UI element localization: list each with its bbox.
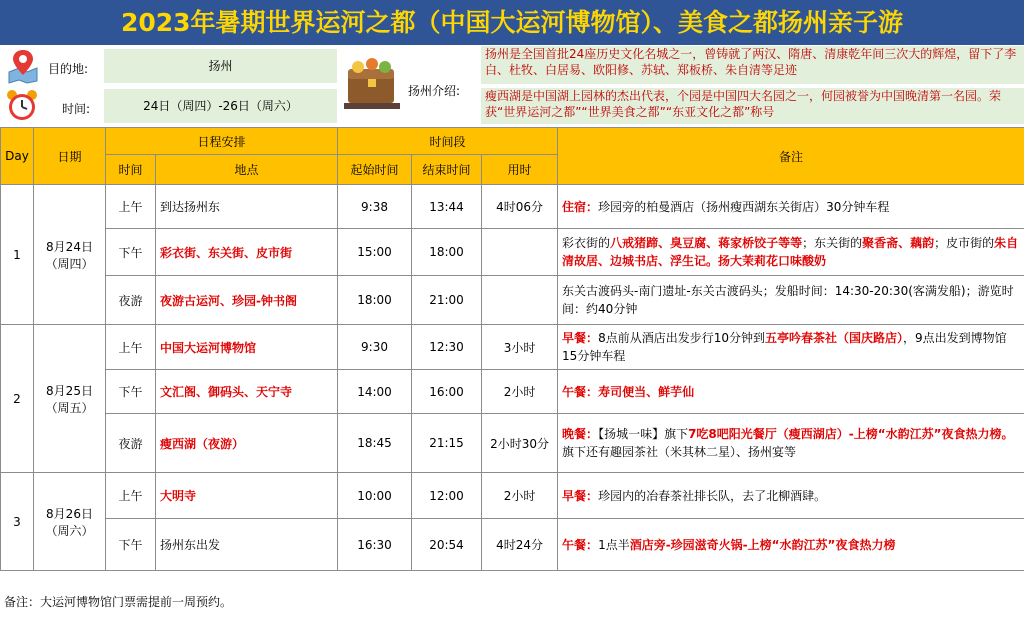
slot-place: 扬州东出发 [156,519,338,571]
table-row [1,370,1024,414]
end-time: 12:00 [412,473,482,519]
remark-segment: 早餐： [562,488,599,503]
remark-segment: 1点半 [598,537,630,552]
end-time: 13:44 [412,185,482,229]
remark-segment: 【扬城一味】旗下 [598,427,689,441]
end-time: 21:00 [412,276,482,325]
remark [558,519,1024,571]
table-row [1,519,1024,571]
remark-segment: 晚餐： [562,427,599,441]
slot-place: 文汇阁、御码头、天宁寺 [156,370,338,414]
slot-place: 到达扬州东 [156,185,338,229]
remark-segment: 珍园内的冶春茶社排长队，去了北柳酒肆。 [598,488,827,503]
end-time: 16:00 [412,370,482,414]
slot-place: 夜游古运河、珍园-钟书阁 [156,276,338,325]
remark [558,473,1024,519]
header-day: Day [1,128,34,185]
slot-place: 彩衣街、东关街、皮市街 [156,229,338,276]
duration: 4时24分 [482,519,558,571]
remark-segment: 午餐： [562,384,599,399]
duration: 2小时 [482,473,558,519]
duration: 3小时 [482,325,558,370]
day-number: 3 [1,473,34,571]
remark-segment: 五亭吟春茶社（国庆路店） [764,331,903,345]
remark-segment: 寿司便当、鲜芋仙 [598,384,695,399]
table-row [1,473,1024,519]
remark-segment: 旗下还有趣园茶社（米其林二星）、扬州宴等 [562,445,797,459]
remark-segment: 朱自清故居、边城书店、浮生记。扬大茉莉花口味酸奶 [562,236,1019,268]
remark [558,229,1024,276]
duration [482,276,558,325]
intro-text-1: 扬州是全国首批24座历史文化名城之一，曾铸就了两汉、隋唐、清康乾年间三次大的辉煌，留下了李白、杜牧、白居易、欧阳修、苏轼、郑板桥、朱自清等足迹 [481,46,1024,84]
slot-time: 夜游 [106,276,156,325]
header-start: 起始时间 [338,155,412,185]
weekday-line: （周四） [45,256,94,271]
remark [558,325,1024,370]
weekday-line: （周六） [45,523,94,538]
remark-segment: 聚香斋、藕韵 [862,236,935,250]
page-title: 2023年暑期世界运河之都（中国大运河博物馆）、美食之都扬州亲子游 [0,0,1024,45]
date-line: 8月25日 [46,383,93,398]
start-time: 16:30 [338,519,412,571]
intro-text-2: 瘦西湖是中国湖上园林的杰出代表，个园是中国四大名园之一，何园被誉为中国晚清第一名园。荣获“世界运河之都”“世界美食之都”“东亚文化之都”称号 [481,88,1024,124]
end-time: 20:54 [412,519,482,571]
start-time: 15:00 [338,229,412,276]
end-time: 12:30 [412,325,482,370]
header-period: 时间段 [338,128,558,155]
day-number: 2 [1,325,34,473]
remark-segment: ；东关街的 [802,236,863,250]
slot-time: 夜游 [106,414,156,473]
slot-place: 中国大运河博物馆 [156,325,338,370]
slot-place: 大明寺 [156,473,338,519]
remark-segment: 7吃8吧阳光餐厅（瘦西湖店）-上榜“水韵江苏”夜食热力榜。 [688,427,1014,441]
slot-time: 上午 [106,325,156,370]
remark-segment: ；皮市街的 [934,236,995,250]
remark-segment: 8点前从酒店出发步行10分钟到 [598,331,765,345]
slot-time: 上午 [106,185,156,229]
remark-segment: 住宿： [562,199,599,214]
remark-segment: 彩衣街的 [562,236,611,250]
date-line: 8月24日 [46,239,93,254]
date-line: 8月26日 [46,506,93,521]
header-schedule: 日程安排 [106,128,338,155]
trip-info [0,45,1024,128]
table-row [1,276,1024,325]
food-treasure-icon [342,55,402,113]
start-time: 9:38 [338,185,412,229]
duration: 4时06分 [482,185,558,229]
header-duration: 用时 [482,155,558,185]
remark-segment: 早餐： [562,331,599,345]
remark-segment: ，9点出发到博物馆15分钟车程 [562,331,1007,363]
duration [482,229,558,276]
slot-time: 下午 [106,519,156,571]
header-date: 日期 [34,128,106,185]
intro-label: 扬州介绍: [408,84,461,98]
header-end: 结束时间 [412,155,482,185]
table-row [1,414,1024,473]
end-time: 21:15 [412,414,482,473]
itinerary-table [0,127,1024,571]
slot-place: 瘦西湖（夜游） [156,414,338,473]
map-pin-icon [5,48,41,84]
remark [558,276,1024,325]
alarm-clock-icon [5,88,39,122]
start-time: 14:00 [338,370,412,414]
remark [558,414,1024,473]
start-time: 9:30 [338,325,412,370]
destination-label: 目的地: [48,62,89,76]
weekday-line: （周五） [45,400,94,415]
remark-segment: 八戒猪蹄、臭豆腐、蒋家桥饺子等等 [610,236,803,250]
header-remarks: 备注 [558,128,1024,185]
remark-segment: 珍园旁的柏曼酒店（扬州瘦西湖东关街店）30分钟车程 [598,199,890,214]
remark-segment: 东关古渡码头-南门遗址-东关古渡码头；发船时间：14:30-20:30(客满发船)；游览时间：约40分钟 [562,284,1014,316]
start-time: 18:00 [338,276,412,325]
header-time: 时间 [106,155,156,185]
remark [558,185,1024,229]
start-time: 10:00 [338,473,412,519]
destination-value: 扬州 [104,49,337,83]
header-place: 地点 [156,155,338,185]
slot-time: 下午 [106,370,156,414]
remark-segment: 酒店旁-珍园滋奇火锅-上榜“水韵江苏”夜食热力榜 [629,537,896,552]
table-row [1,325,1024,370]
remark-segment: 午餐： [562,537,599,552]
time-value: 24日（周四）-26日（周六） [104,89,337,123]
day-date [34,325,106,473]
day-number: 1 [1,185,34,325]
slot-time: 上午 [106,473,156,519]
day-date [34,185,106,325]
table-row [1,185,1024,229]
duration: 2小时30分 [482,414,558,473]
time-label: 时间: [62,102,91,116]
start-time: 18:45 [338,414,412,473]
slot-time: 下午 [106,229,156,276]
footer-note: 备注：大运河博物馆门票需提前一周预约。 [4,595,233,609]
remark [558,370,1024,414]
day-date [34,473,106,571]
duration: 2小时 [482,370,558,414]
end-time: 18:00 [412,229,482,276]
table-row [1,229,1024,276]
